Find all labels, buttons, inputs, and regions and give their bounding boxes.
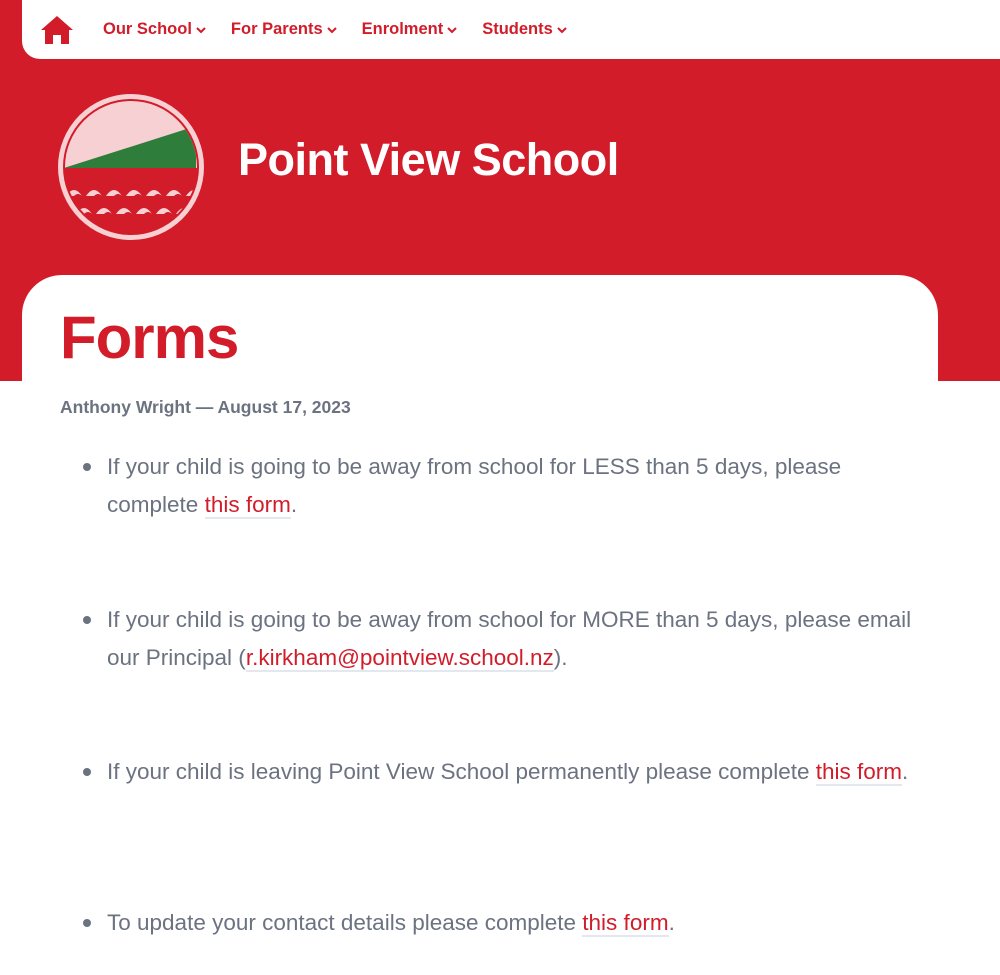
nav-for-parents[interactable] [231,20,338,39]
item-text: If your child is going to be away from school for LESS than 5 days, please complete [107,454,842,517]
home-icon [39,14,75,46]
top-navigation [22,0,1000,59]
item-text-end: ). [553,645,568,670]
nav-enrolment[interactable] [362,20,459,39]
bullet [83,768,91,776]
principal-email-link[interactable]: r.kirkham@pointview.school.nz [245,645,554,670]
post-byline [60,397,351,418]
chevron-down-icon [556,25,568,35]
list-item [60,753,930,791]
item-text-end: . [668,910,675,935]
nav-our-school[interactable] [103,20,207,39]
nav-for-parents-label: For Parents [230,20,323,38]
post-author: Anthony Wright [60,397,191,417]
bullet [83,463,91,471]
list-item [60,904,930,942]
list-item [60,448,930,524]
nav-our-school-label: Our School [103,20,192,38]
nav-students-label: Students [482,20,553,38]
chevron-down-icon [446,25,458,35]
nav-students[interactable] [482,20,568,39]
bullet [83,919,91,927]
contact-details-form-link[interactable]: this form [582,910,669,935]
post-date: August 17, 2023 [217,397,351,417]
item-text: If your child is going to be away from school for MORE than 5 days, please email our Principal ( [107,607,912,670]
absence-less-form-link[interactable]: this form [204,492,291,517]
byline-separator: — [190,397,218,417]
item-text-end: . [901,759,909,784]
nav-enrolment-label: Enrolment [361,20,444,38]
item-text: If your child is leaving Point View School permanently please complete [107,759,816,784]
school-logo[interactable] [56,92,206,242]
bullet [83,616,91,624]
site-title[interactable]: Point View School [238,134,619,185]
list-item [60,601,930,677]
page-title: Forms [60,304,239,371]
item-text-end: . [290,492,298,517]
home-link[interactable] [38,13,76,47]
chevron-down-icon [326,25,338,35]
item-text: To update your contact details please complete [107,910,583,935]
leaving-form-link[interactable]: this form [815,759,902,784]
chevron-down-icon [195,25,207,35]
